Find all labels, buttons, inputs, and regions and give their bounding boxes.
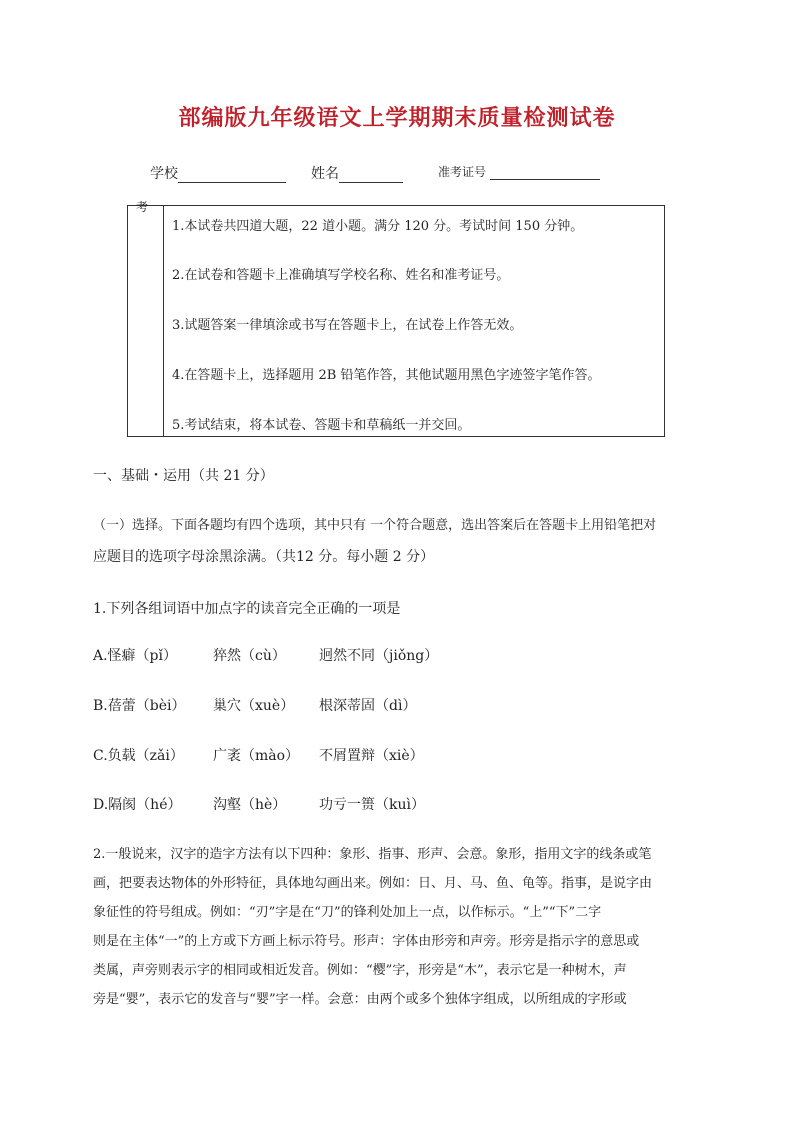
- passage-line: 象征性的符号组成。例如：“刃”字是在“刀”的锋利处加上一点，以作标示。“上”“下”二字: [93, 905, 602, 920]
- question-1-option-row: [93, 695, 693, 715]
- option-word: 根深蒂固（dì）: [319, 698, 417, 714]
- option-word: 沟壑（hè）: [213, 797, 287, 813]
- option-word: 广袤（mào）: [213, 748, 300, 764]
- question-1-stem: 1.下列各组词语中加点字的读音完全正确的一项是: [93, 601, 401, 617]
- option-word: 猝然（cù）: [213, 648, 286, 664]
- question-1-option-row: [93, 794, 693, 814]
- notice-item: 2.在试卷和答题卡上准确填写学校名称、姓名和准考证号。: [172, 268, 510, 283]
- exam-notice-box: [127, 200, 665, 437]
- question-2-passage: [93, 840, 698, 1014]
- exam-number-label: 准考证号: [438, 165, 487, 179]
- passage-line: 类属，声旁则表示字的相同或相近发音。例如：“樱”字，形旁是“木”，表示它是一种树木，声: [93, 963, 627, 978]
- passage-line: 旁是“婴”，表示它的发音与“婴”字一样。会意：由两个或多个独体字组成，以所组成的字形或: [93, 992, 627, 1007]
- option-word: 迥然不同（jiǒng）: [319, 648, 439, 664]
- passage-line: 画，把要表达物体的外形特征，具体地勾画出来。例如：日、月、马、鱼、龟等。指事，是说字由: [93, 876, 653, 891]
- notice-item: 4.在答题卡上，选择题用 2B 铅笔作答，其他试题用黑色字迹签字笔作答。: [172, 368, 601, 383]
- option-word: B.蓓蕾（bèi）: [93, 698, 186, 714]
- section-intro-line: 应题目的选项字母涂黑涂满。（共12 分。每小题 2 分）: [93, 549, 435, 565]
- notice-side-column: [128, 200, 164, 436]
- option-word: D.隔阂（hé）: [93, 797, 182, 813]
- name-label: 姓名: [311, 166, 339, 182]
- exam-number-field[interactable]: [438, 163, 600, 180]
- exam-number-blank[interactable]: [490, 165, 600, 180]
- notice-item: 1.本试卷共四道大题，22 道小题。满分 120 分。考试时间 150 分钟。: [172, 219, 584, 234]
- option-word: A.怪癖（pǐ）: [93, 648, 177, 664]
- school-label: 学校: [150, 166, 178, 182]
- option-word: 功亏一篑（kuì）: [319, 797, 425, 813]
- question-1-option-row: [93, 745, 693, 765]
- page-title: 部编版九年级语文上学期期末质量检测试卷: [178, 105, 616, 131]
- school-field[interactable]: [150, 163, 286, 183]
- section-intro-line: （一）选择。下面各题均有四个选项，其中只有 一个符合题意，选出答案后在答题卡上用铅笔把对: [93, 518, 657, 533]
- section-heading: 一、基础・运用（共 21 分）: [93, 468, 274, 484]
- name-field[interactable]: [311, 163, 403, 183]
- school-blank[interactable]: [178, 168, 286, 183]
- option-word: 不屑置辩（xiè）: [319, 748, 424, 764]
- notice-item: 3.试题答案一律填涂或书写在答题卡上，在试卷上作答无效。: [172, 318, 523, 333]
- name-blank[interactable]: [339, 168, 403, 183]
- passage-line: 则是在主体“一”的上方或下方画上标示符号。形声：字体由形旁和声旁。形旁是指示字的意思或: [93, 934, 640, 949]
- option-word: C.负载（zǎi）: [93, 748, 184, 764]
- passage-line: 2.一般说来，汉字的造字方法有以下四种：象形、指事、形声、会意。象形，指用文字的线条或笔: [93, 847, 652, 862]
- question-1-option-row: [93, 645, 693, 665]
- notice-side-label: 考: [136, 200, 149, 214]
- option-word: 巢穴（xuè）: [213, 698, 295, 714]
- notice-item: 5.考试结束，将本试卷、答题卡和草稿纸一并交回。: [172, 418, 471, 433]
